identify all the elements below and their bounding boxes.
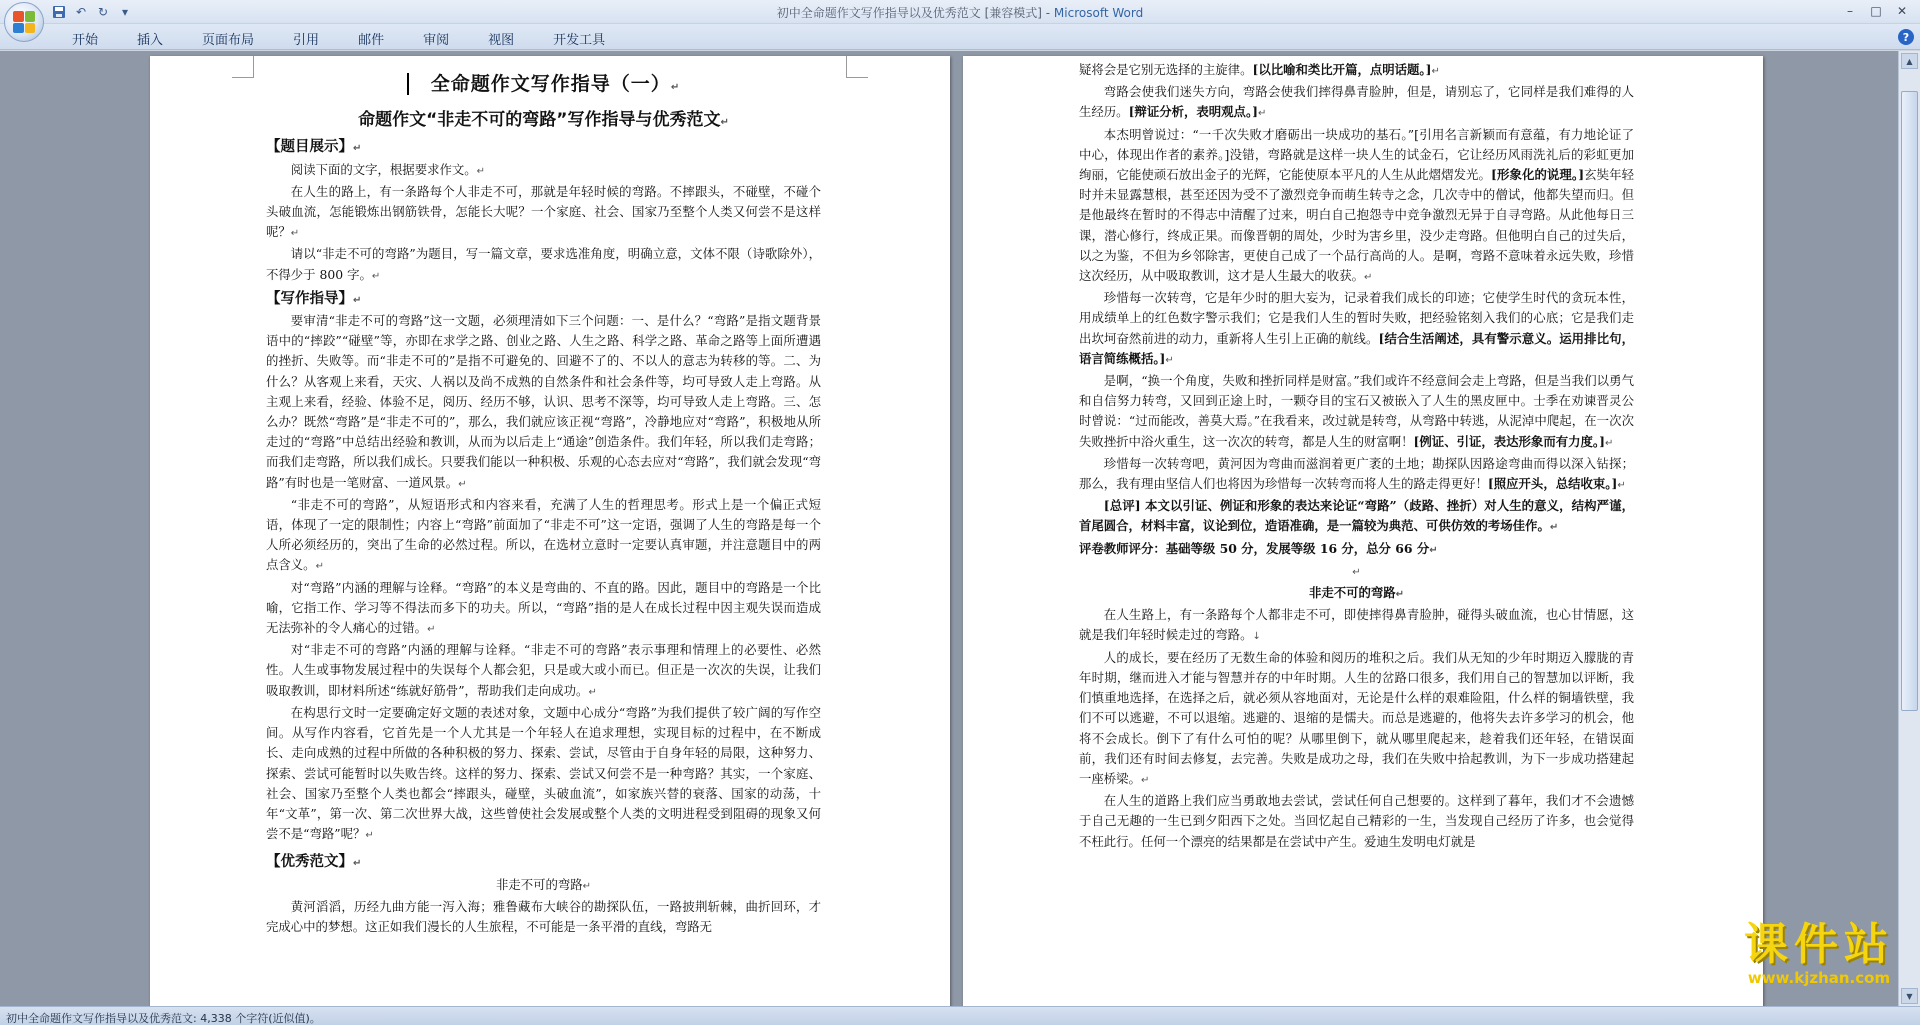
tab-insert[interactable]: 插入 — [137, 33, 164, 48]
paragraph: 在人生的路上，有一条路每个人非走不可，那就是年轻时候的弯路。不摔跟头，不碰壁，不碰个头破血流，怎能锻炼出钢筋铁骨，怎能长大呢？一个家庭、社会、国家乃至整个人类又何尝不是这样呢？↵ — [266, 183, 821, 240]
help-icon[interactable]: ? — [1898, 29, 1914, 45]
page-left-content[interactable] — [266, 66, 821, 937]
watermark-logo — [1744, 921, 1894, 987]
paragraph: 人的成长，要在经历了无数生命的体验和阅历的堆积之后。我们从无知的少年时期迈入朦胧的青年时期，继而进入才能与智慧并存的中年时期。人生的岔路口很多，我们用自己的智慧加以评断，我们慎重地选择，在选择之后，就必须从容地面对，无论是什么样的艰难险阻，什么样的铜墙铁壁，我们不可以逃避，不可以退缩。逃避的、退缩的是懦夫。而总是逃避的，他将失去许多学习的机会，他将不会成长。倒下了有什么可怕的呢？从哪里倒下，就从哪里爬起来，趁着我们还年轻，在错误面前，我们还有时间去修复，去完善。失败是成功之母，我们在失败中拾起教训，为下一步成功搭建起一座桥梁。↵ — [1079, 649, 1634, 786]
heading-2: 命题作文“非走不可的弯路”写作指导与优秀范文↵ — [358, 110, 729, 131]
window-controls — [1840, 3, 1912, 19]
tab-references[interactable]: 引用 — [293, 33, 320, 48]
paragraph: 对“弯路”内涵的理解与诠释。“弯路”的本义是弯曲的、不直的路。因此，题目中的弯路是一个比喻，它指工作、学习等不得法而多下的功夫。所以，“弯路”指的是人在成长过程中因主观失误而造成无法弥补的令人痛心的过错。↵ — [266, 579, 821, 636]
crop-mark — [846, 56, 868, 78]
paragraph: 本杰明曾说过：“一千次失败才磨砺出一块成功的基石。”[引用名言新颖而有意蕴，有力地论证了中心，体现出作者的素养。]没错，弯路就是这样一块人生的试金石，它让经历风雨洗礼后的彩虹更加绚丽，它能使顽石放出金子的光辉，它能使原本平凡的人生从此熠熠发光。[形象化的说理。]玄奘年轻时并未显露慧根，甚至还因为受不了激烈竞争而萌生转寺之念，几次寺中的僧试，他都失望而归。但是他最终在暂时的不得志中清醒了过来，明白自己抱怨寺中竞争激烈无异于自寻弯路。从此他每日三课，潜心修行，终成正果。而像晋朝的周处，少时为害乡里，没少走弯路。但他明白自己的过失后，以之为鉴，不但为乡邻除害，更使自己成了一个品行高尚的人。是啊，弯路不意味着永远失败，珍惜这次经历，从中吸取教训，这才是人生最大的收获。↵ — [1079, 126, 1635, 284]
maximize-icon[interactable]: □ — [1870, 4, 1882, 18]
office-button[interactable] — [4, 2, 44, 42]
status-text: 初中全命题作文写作指导以及优秀范文: 4,338 个字符(近似值)。 — [6, 1012, 321, 1025]
close-icon[interactable]: ✕ — [1896, 4, 1908, 18]
undo-icon[interactable]: ↶ — [75, 5, 87, 19]
paragraph: 珍惜每一次转弯，它是年少时的胆大妄为，记录着我们成长的印迹；它使学生时代的贪玩本性，用成绩单上的红色数字警示我们；它是我们人生的暂时失败，把经验铭刻入我们的心底；它是我们走出坎坷奋然前进的动力，重新将人生引上正确的航线。[结合生活阐述，具有警示意义。运用排比句，语言简练概括。]↵ — [1079, 290, 1634, 366]
paragraph: 是啊，“换一个角度，失败和挫折同样是财富。”我们或许不经意间会走上弯路，但是当我们以勇气和自信努力转弯，又回到正途上时，一颗夺目的宝石又被嵌入了人生的黑皮匣中。士季在劝谏晋灵公时曾说：“过而能改，善莫大焉。”在我看来，改过就是转弯，从弯路中转逃，从泥淖中爬起，在一次次失败挫折中浴火重生，这一次次的转弯，都是人生的财富啊！[例证、引证，表达形象而有力度。]↵ — [1079, 373, 1634, 449]
watermark-url: www.kjzhan.com — [1747, 969, 1891, 987]
score-line: 评卷教师评分：基础等级 50 分，发展等级 16 分，总分 66 分↵ — [1079, 540, 1438, 556]
minimize-icon[interactable]: – — [1847, 4, 1853, 18]
page-right[interactable] — [963, 56, 1763, 1006]
tab-home[interactable]: 开始 — [72, 33, 99, 48]
essay-title: 非走不可的弯路↵ — [1308, 585, 1405, 601]
section-heading: 【优秀范文】↵ — [266, 854, 362, 871]
section-heading: 【题目展示】↵ — [266, 139, 362, 156]
crop-mark — [232, 56, 254, 78]
ribbon — [0, 24, 1920, 50]
tab-page-layout[interactable]: 页面布局 — [202, 33, 255, 48]
watermark-title: 课件站 — [1744, 919, 1894, 970]
paragraph: 珍惜每一次转弯吧，黄河因为弯曲而滋润着更广袤的土地；勘探队因路途弯曲而得以深入钻探；那么，我有理由坚信人们也将因为珍惜每一次转弯而将人生的路走得更好！[照应开头，总结收束。]↵ — [1079, 455, 1634, 492]
tab-developer[interactable]: 开发工具 — [553, 33, 606, 48]
tab-review[interactable]: 审阅 — [423, 33, 450, 48]
essay-title: 非走不可的弯路↵ — [495, 876, 592, 892]
paragraph: “非走不可的弯路”，从短语形式和内容来看，充满了人生的哲理思考。形式上是一个偏正式短语，体现了一定的限制性；内容上“弯路”前面加了“非走不可”这一定语，强调了人生的弯路是每一个人所必须经历的，突出了生命的必然过程。所以，在选材立意时一定要认真审题，并注意题目中的两点含义。↵ — [266, 496, 821, 573]
paragraph: 弯路会使我们迷失方向，弯路会使我们摔得鼻青脸肿，但是，请别忘了，它同样是我们难得的人生经历。[辩证分析，表明观点。]↵ — [1079, 84, 1634, 120]
document-title: 初中全命题作文写作指导以及优秀范文 [兼容模式] - — [776, 6, 1054, 20]
page-left[interactable] — [150, 56, 950, 1006]
paragraph: 黄河滔滔，历经九曲方能一泻入海；雅鲁藏布大峡谷的勘探队伍，一路披荆斩棘，曲折回环，才完成心中的梦想。这正如我们漫长的人生旅程，不可能是一条平滑的直线，弯路无 — [266, 898, 821, 934]
window-title — [0, 4, 1920, 21]
document-area[interactable] — [0, 51, 1898, 1006]
redo-icon[interactable]: ↻ — [97, 5, 109, 19]
paragraph: 在人生路上，有一条路每个人都非走不可，即使摔得鼻青脸肿，碰得头破血流，也心甘情愿，这就是我们年轻时候走过的弯路。↓ — [1079, 607, 1634, 643]
app-name: Microsoft Word — [1053, 6, 1144, 20]
paragraph: 疑将会是它别无选择的主旋律。[以比喻和类比开篇，点明话题。]↵ — [1079, 62, 1440, 77]
title-bar — [0, 0, 1920, 24]
paragraph: [总评] 本文以引证、例证和形象的表达来论证“弯路”（歧路、挫折）对人生的意义，结构严谨，首尾圆合，材料丰富，议论到位，造语准确，是一篇较为典范、可供仿效的考场佳作。↵ — [1079, 498, 1634, 534]
status-bar — [0, 1006, 1920, 1025]
heading-1: 全命题作文写作指导（一）↵ — [266, 74, 821, 98]
office-logo-icon — [13, 11, 35, 33]
page-right-content[interactable] — [1079, 60, 1634, 852]
paragraph: 要审清“非走不可的弯路”这一文题，必须理清如下三个问题：一、是什么？“弯路”是指文题背景语中的“摔跤”“碰壁”等，亦即在求学之路、创业之路、人生之路、科学之路、革命之路等上面所遭遇的挫折、失败等。而“非走不可的”是指不可避免的、回避不了的、不以人的意志为转移的等。二、为什么？从客观上来看，天灾、人祸以及尚不成熟的自然条件和社会条件等，均可导致人走上弯路。从主观上来看，经验、体验不足，阅历、经历不够，认识、思考不深等，均可导致人走上弯路。三、怎么办？既然“弯路”是“非走不可的”，那么，我们就应该正视“弯路”，冷静地应对“弯路”，积极地从所走过的“弯路”中总结出经验和教训，从而为以后走上“通途”创造条件。我们年轻，所以我们走弯路；而我们走弯路，所以我们成长。只要我们能以一种积极、乐观的心态去应对“弯路”，我们就会发现“弯路”有时也是一笔财富、一道风景。↵ — [266, 313, 821, 490]
tab-view[interactable]: 视图 — [488, 33, 515, 48]
tab-mailings[interactable]: 邮件 — [358, 33, 385, 48]
scrollbar-thumb[interactable] — [1901, 91, 1918, 711]
scroll-up-icon[interactable]: ▲ — [1901, 53, 1918, 69]
scroll-down-icon[interactable]: ▼ — [1901, 988, 1918, 1004]
paragraph: 阅读下面的文字，根据要求作文。↵ — [290, 161, 486, 177]
vertical-scrollbar[interactable] — [1898, 51, 1920, 1006]
empty-line: ↵ — [1352, 566, 1361, 578]
paragraph: 在构思行文时一定要确定好文题的表述对象，文题中心成分“弯路”为我们提供了较广阔的写作空间。从写作内容看，它首先是一个人尤其是一个年轻人在追求理想，实现目标的过程中，在不断成长、走向成熟的过程中所做的各种积极的努力、探索、尝试，尽管由于自身年轻的局限，这种努力、探索、尝试可能暂时以失败告终。这样的努力、探索、尝试又何尝不是一种弯路？其实，一个家庭、社会、国家乃至整个人类也都会“摔跟头，碰壁，头破血流”，如家族兴替的衰落、国家的动荡，十年“文革”，第一次、第二次世界大战，这些曾使社会发展或整个人类的文明进程受到阻碍的现象又何尝不是“弯路”呢？↵ — [266, 704, 821, 842]
paragraph: 在人生的道路上我们应当勇敢地去尝试，尝试任何自己想要的。这样到了暮年，我们才不会遗憾于自己无趣的一生已到夕阳西下之处。当回忆起自己精彩的一生，当发现自己经历了许多，也会觉得不枉此行。任何一个漂亮的结果都是在尝试中产生。爱迪生发明电灯就是 — [1079, 793, 1634, 849]
paragraph: 对“非走不可的弯路”内涵的理解与诠释。“非走不可的弯路”表示事理和情理上的必要性、必然性。人生或事物发展过程中的失误每个人都会犯，只是或大或小而已。但正是一次次的失误，让我们吸取教训，即材料所述“练就好筋骨”，帮助我们走向成功。↵ — [266, 642, 821, 698]
paragraph: 请以“非走不可的弯路”为题目，写一篇文章，要求选准角度，明确立意，文体不限（诗歌除外），不得少于 800 字。↵ — [266, 246, 821, 282]
ribbon-tabs — [60, 29, 632, 48]
section-heading: 【写作指导】↵ — [266, 290, 362, 307]
customize-qat-icon[interactable]: ▾ — [121, 5, 129, 19]
